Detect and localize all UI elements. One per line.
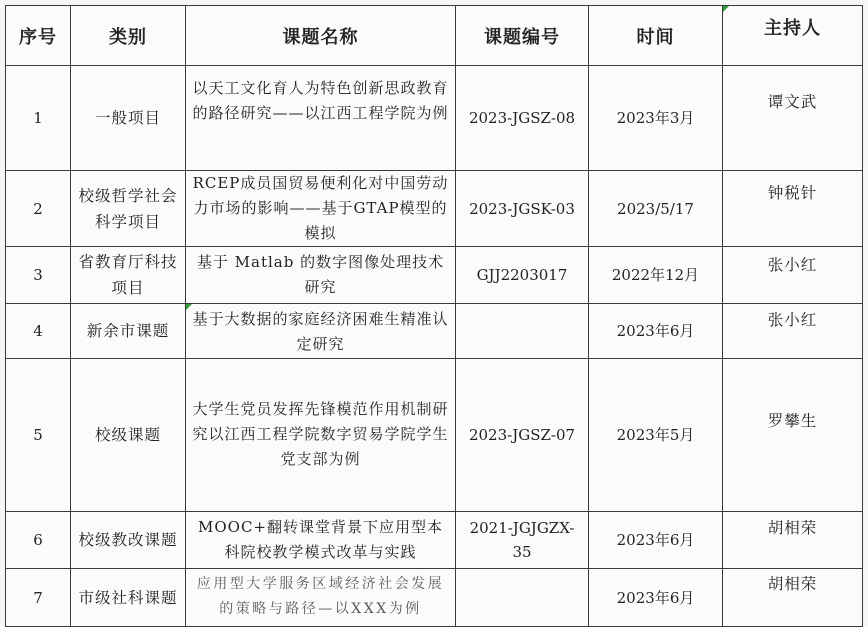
cell-date: 2023年6月	[589, 512, 723, 569]
cell-date: 2023年5月	[589, 359, 723, 512]
cell-code: 2023-JGSZ-08	[456, 66, 589, 171]
cell-host: 张小红	[723, 247, 863, 304]
cell-index: 5	[6, 359, 71, 512]
cell-category: 校级教改课题	[71, 512, 186, 569]
cell-title	[186, 247, 456, 304]
cell-host: 谭文武	[723, 66, 863, 171]
cell-code: 2021-JGJGZX-35	[456, 512, 589, 569]
cell-date: 2023/5/17	[589, 171, 723, 247]
cell-title	[186, 512, 456, 569]
cell-title-text: 以天工文化育人为特色创新思政教育的路径研究——以江西工程学院为例	[192, 79, 449, 122]
comment-marker-icon	[723, 6, 729, 12]
cell-host: 钟税针	[723, 171, 863, 247]
cell-host: 罗攀生	[723, 359, 863, 512]
cell-date: 2022年12月	[589, 247, 723, 304]
cell-title	[186, 304, 456, 359]
cell-category: 市级社科课题	[71, 569, 186, 627]
table-row	[6, 171, 863, 247]
cell-code	[456, 569, 589, 627]
table-row	[6, 247, 863, 304]
header-title: 课题名称	[186, 6, 456, 66]
cell-host: 胡相荣	[723, 512, 863, 569]
cell-title-text: RCEP成员国贸易便利化对中国劳动力市场的影响——基于GTAP模型的模拟	[192, 174, 449, 242]
cell-host: 张小红	[723, 304, 863, 359]
table-row	[6, 66, 863, 171]
header-category: 类别	[71, 6, 186, 66]
cell-title-text: 基于 Matlab 的数字图像处理技术研究	[196, 253, 445, 296]
cell-title	[186, 171, 456, 247]
header-row	[6, 6, 863, 66]
header-index: 序号	[6, 6, 71, 66]
cell-index: 7	[6, 569, 71, 627]
header-code: 课题编号	[456, 6, 589, 66]
cell-date: 2023年6月	[589, 569, 723, 627]
project-table	[5, 5, 863, 627]
cell-category: 校级课题	[71, 359, 186, 512]
cell-index: 2	[6, 171, 71, 247]
cell-title-text: 应用型大学服务区域经济社会发展的策略与路径—以XXX为例	[196, 576, 445, 617]
cell-code	[456, 304, 589, 359]
cell-category: 校级哲学社会科学项目	[71, 171, 186, 247]
cell-index: 4	[6, 304, 71, 359]
cell-category: 新余市课题	[71, 304, 186, 359]
cell-title	[186, 569, 456, 627]
table-row	[6, 359, 863, 512]
cell-host: 胡相荣	[723, 569, 863, 627]
cell-category: 一般项目	[71, 66, 186, 171]
cell-date: 2023年6月	[589, 304, 723, 359]
table-row	[6, 569, 863, 627]
cell-title-text: MOOC+翻转课堂背景下应用型本科院校教学模式改革与实践	[197, 518, 443, 561]
cell-code: 2023-JGSK-03	[456, 171, 589, 247]
table-row	[6, 304, 863, 359]
cell-title	[186, 66, 456, 171]
header-date: 时间	[589, 6, 723, 66]
cell-code: GJJ2203017	[456, 247, 589, 304]
header-host	[723, 6, 863, 66]
comment-marker-icon	[186, 304, 192, 310]
cell-title	[186, 359, 456, 512]
cell-index: 3	[6, 247, 71, 304]
cell-category: 省教育厅科技项目	[71, 247, 186, 304]
cell-title-text: 大学生党员发挥先锋模范作用机制研究以江西工程学院数字贸易学院学生党支部为例	[192, 400, 449, 468]
cell-title-text: 基于大数据的家庭经济困难生精准认定研究	[192, 310, 449, 353]
cell-date: 2023年3月	[589, 66, 723, 171]
cell-index: 1	[6, 66, 71, 171]
cell-index: 6	[6, 512, 71, 569]
cell-code: 2023-JGSZ-07	[456, 359, 589, 512]
table-row	[6, 512, 863, 569]
header-host-label: 主持人	[764, 18, 821, 39]
